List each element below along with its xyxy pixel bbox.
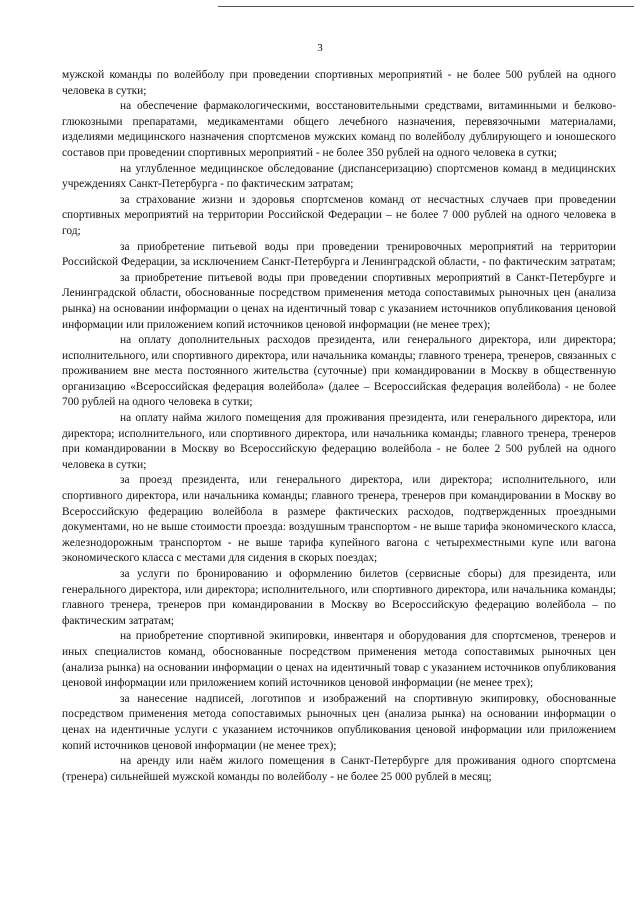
- paragraph: мужской команды по волейболу при проведении спортивных мероприятий - не более 500 рублей на одного человека в сутки;: [62, 69, 616, 97]
- document-body: [62, 68, 616, 785]
- paragraph: за приобретение питьевой воды при проведении тренировочных мероприятий на территории Российской Федерации, за исключением Санкт-Петербурга и Ленинградской области, - по фактическим затратам;: [62, 240, 616, 269]
- paragraph: на оплату дополнительных расходов президента, или генерального директора, или директора; исполнительного, или спортивного директора, или начальника команды; главного тренера, тренеров, связанных с проживанием вне места постоянного жительства (суточные) при командировании в Москву в общественную организацию «Всероссийская федерация волейбола» (далее – Всероссийская федерация волейбола) - не более 700 рублей на одного человека в сутки;: [62, 334, 616, 409]
- paragraph: на приобретение спортивной экипировки, инвентаря и оборудования для спортсменов, тренеров и иных специалистов команд, обоснованные посредством применения метода сопоставимых рыночных цен (анализа рынка) на основании информации о ценах на идентичный товар с указанием источников опубликования ценовой информации или приложением копий источников ценовой информации (не менее трех);: [62, 630, 616, 690]
- paragraph: за услуги по бронированию и оформлению билетов (сервисные сборы) для президента, или генерального директора, или директора; исполнительного, или спортивного директора, или начальника команды; главного тренера, тренеров при командировании в Москву во Всероссийскую федерацию волейбола – по фактическим затратам;: [62, 568, 616, 627]
- paragraph: на аренду или наём жилого помещения в Санкт-Петербурге для проживания одного спортсмена (тренера) сильнейшей мужской команды по волейболу - не более 25 000 рублей в месяц;: [62, 755, 616, 783]
- top-rule: [218, 6, 634, 7]
- paragraph: на обеспечение фармакологическими, восстановительными средствами, витаминными и белково-глюкозными препаратами, медикаментами общего лечебного назначения, перевязочными материалами, изделиями медицинского назначения спортсменов мужских команд по волейболу дублирующего и юношеского составов при проведении спортивных мероприятий - не более 350 рублей на одного человека в сутки;: [62, 100, 616, 159]
- paragraph: за приобретение питьевой воды при проведении спортивных мероприятий в Санкт-Петербурге и Ленинградской области, обоснованные посредством применения метода сопоставимых рыночных цен (анализа рынка) на основании информации о ценах на идентичный товар с указанием источников опубликования ценовой информации или приложением копий источников ценовой информации (не менее трех);: [62, 271, 616, 331]
- paragraph: на углубленное медицинское обследование (диспансеризацию) спортсменов команд в медицинских учреждениях Санкт-Петербурга - по фактическим затратам;: [62, 162, 616, 191]
- paragraph: на оплату найма жилого помещения для проживания президента, или генерального директора, или директора; исполнительного, или спортивного директора, или начальника команды; главного тренера, тренеров при командировании в Москву во Всероссийскую федерацию волейбола - не более 2 500 рублей на одного человека в сутки;: [62, 412, 616, 471]
- paragraph: за страхование жизни и здоровья спортсменов команд от несчастных случаев при проведении спортивных мероприятий на территории Российской Федерации – не более 7 000 рублей на одного человека в год;: [62, 193, 616, 237]
- paragraph: за проезд президента, или генерального директора, или директора; исполнительного, или спортивного директора, или начальника команды; главного тренера, тренеров при командировании в Москву во Всероссийскую федерацию волейбола в размере фактических расходов, подтвержденных проездными документами, но не выше стоимости проезда: воздушным транспортом - не выше тарифа экономического класса, железнодорожным транспортом - не выше тарифа купейного вагона с четырехместными купе или вагона экономического класса с местами для сидения в скорых поездах;: [62, 474, 616, 565]
- page-number: 3: [317, 42, 323, 54]
- paragraph: за нанесение надписей, логотипов и изображений на спортивную экипировку, обоснованные посредством применения метода сопоставимых рыночных цен (анализа рынка) на основании информации о ценах на идентичные услуги с указанием источников опубликования ценовой информации или приложением копий источников ценовой информации (не менее трех);: [62, 692, 616, 752]
